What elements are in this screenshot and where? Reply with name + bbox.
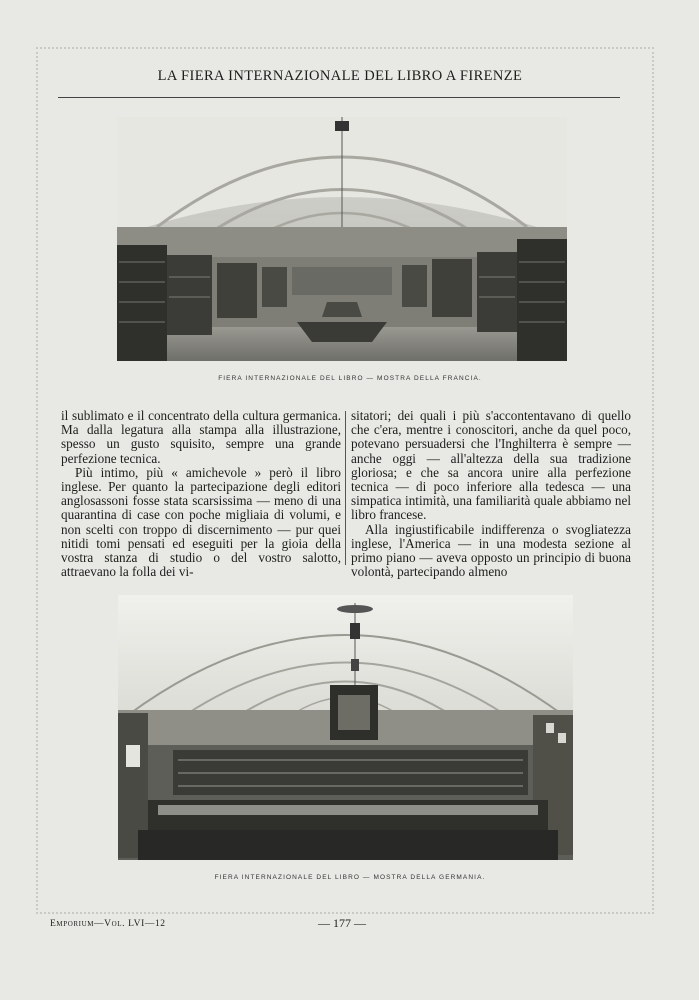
header-rule bbox=[58, 97, 620, 98]
paragraph: il sublimato e il concentrato della cultura germanica. Ma dalla legatura alla stampa alla illustrazione, spesso un gusto squisito, sempre una grande perfezione tecnica. bbox=[61, 408, 341, 466]
text-column-left bbox=[61, 409, 341, 579]
caption-mostra-francia: FIERA INTERNAZIONALE DEL LIBRO — MOSTRA DELLA FRANCIA. bbox=[218, 375, 482, 382]
page-number: — 177 — bbox=[318, 916, 366, 930]
text-column-right bbox=[351, 409, 631, 579]
column-divider bbox=[345, 411, 346, 565]
paragraph: Più intimo, più « amichevole » però il libro inglese. Per quanto la partecipazione degli editori anglosassoni fosse stata scarsissima — meno di una quarantina di case con poche migliaia di volumi, e non scelti con troppo di discernimento — pur quei nitidi tomi pensati ed eseguiti per la gioia della vostra stanza di studio o del vostro salotto, attraevano la folla dei vi- bbox=[61, 464, 341, 580]
caption-mostra-germania: FIERA INTERNAZIONALE DEL LIBRO — MOSTRA DELLA GERMANIA. bbox=[214, 874, 486, 881]
journal-reference: Emporium—Vol. LVI—12 bbox=[50, 919, 166, 929]
paragraph: Alla ingiustificabile indifferenza o svogliatezza inglese, l'America — in una modesta sezione al primo piano — aveva opposto un principio di buona volontà, partecipando almeno bbox=[351, 521, 631, 580]
photo-mostra-germania bbox=[118, 595, 573, 860]
paragraph: sitatori; dei quali i più s'accontentavano di quello che c'era, mentre i conoscitori, anche da quel poco, potevano persuadersi che l'Inghilterra è sempre — anche oggi — all'altezza della sua tradizione gloriosa; e che sa ancora unire alla perfezione tecnica — di poco inferiore alla tedesca — una simpatica intimità, una familiarità quale abbiamo nel libro francese. bbox=[351, 408, 631, 523]
photo-mostra-francia bbox=[117, 117, 567, 361]
page-title: LA FIERA INTERNAZIONALE DEL LIBRO A FIRENZE bbox=[157, 68, 523, 84]
